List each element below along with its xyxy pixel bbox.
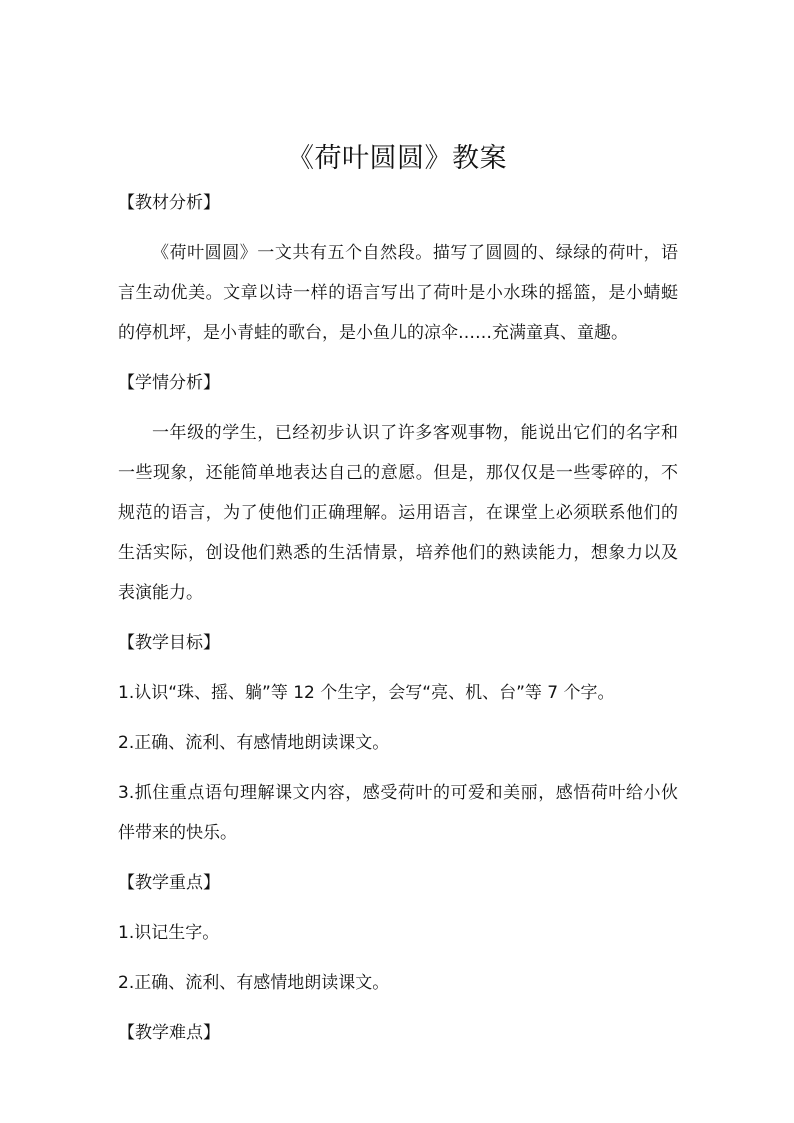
section-heading-teaching-goals: 【教学目标】 [118,633,220,653]
student-analysis-paragraph: 一年级的学生，已经初步认识了许多客观事物，能说出它们的名字和一些现象，还能简单地表达自己的意愿。但是，那仅仅是一些零碎的，不规范的语言，为了使他们正确理解。运用语言，在课堂上必须联系他们的生活实际，创设他们熟悉的生活情景，培养他们的熟读能力，想象力以及表演能力。 [118,423,678,603]
section-heading-textbook-analysis: 【教材分析】 [118,193,220,213]
document-title: 《荷叶圆圆》教案 [287,143,507,174]
section-heading-teaching-focus: 【教学重点】 [118,873,220,893]
teaching-goal-item: 3.抓住重点语句理解课文内容，感受荷叶的可爱和美丽，感悟荷叶给小伙伴带来的快乐。 [118,783,678,843]
textbook-analysis-paragraph: 《荷叶圆圆》一文共有五个自然段。描写了圆圆的、绿绿的荷叶，语言生动优美。文章以诗一样的语言写出了荷叶是小水珠的摇篮，是小蜻蜓的停机坪，是小青蛙的歌台，是小鱼儿的凉伞……充满童真、童趣。 [118,243,678,343]
teaching-goal-item: 2.正确、流利、有感情地朗读课文。 [118,733,390,753]
teaching-goal-item: 1.认识“珠、摇、躺”等 12 个生字，会写“亮、机、台”等 7 个字。 [118,683,615,703]
document-body [118,183,678,1063]
teaching-focus-item: 1.识记生字。 [118,923,220,943]
section-heading-teaching-difficulty: 【教学难点】 [118,1023,220,1043]
teaching-focus-item: 2.正确、流利、有感情地朗读课文。 [118,973,390,993]
section-heading-student-analysis: 【学情分析】 [118,373,220,393]
